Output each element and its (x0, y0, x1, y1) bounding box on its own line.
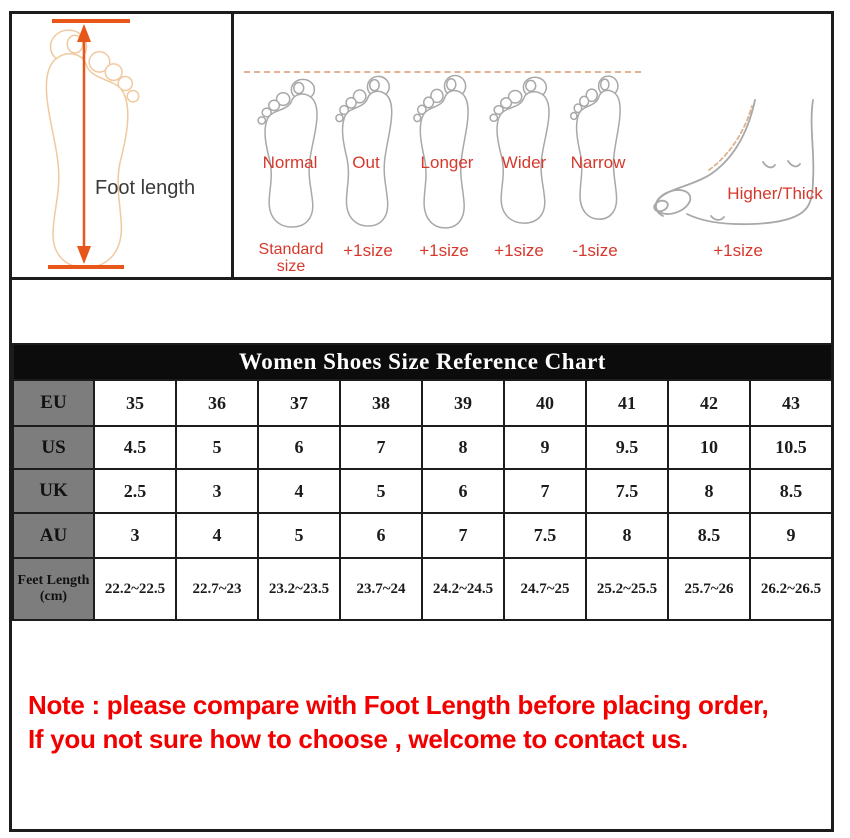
cell-uk: 8 (668, 469, 750, 513)
cell-feet-length: 24.7~25 (504, 558, 586, 620)
cell-us: 8 (422, 426, 504, 469)
cell-us: 6 (258, 426, 340, 469)
foot-side-view-illustration (645, 98, 825, 228)
cell-eu: 35 (94, 380, 176, 426)
table-title-row (13, 344, 832, 380)
cell-eu: 38 (340, 380, 422, 426)
table-row-eu (13, 380, 832, 426)
cell-au: 8.5 (668, 513, 750, 558)
size-reference-table (12, 343, 833, 621)
cell-us: 9.5 (586, 426, 668, 469)
cell-eu: 42 (668, 380, 750, 426)
footprint-longer-illustration (412, 69, 480, 232)
cell-uk: 7 (504, 469, 586, 513)
cell-feet-length: 23.2~23.5 (258, 558, 340, 620)
cell-feet-length: 25.7~26 (668, 558, 750, 620)
row-header-au: AU (13, 513, 94, 558)
top-section (12, 14, 831, 280)
size-adjust-label-higher-thick: +1size (713, 241, 763, 260)
cell-eu: 43 (750, 380, 832, 426)
row-header-feet-length: Feet Length (cm) (13, 558, 94, 620)
cell-us: 9 (504, 426, 586, 469)
cell-uk: 6 (422, 469, 504, 513)
table-row-feet-length (13, 558, 832, 620)
cell-feet-length: 24.2~24.5 (422, 558, 504, 620)
size-adjust-label-wider: +1size (494, 241, 544, 260)
size-adjust-label-out: +1size (343, 241, 393, 260)
cell-us: 10 (668, 426, 750, 469)
cell-uk: 4 (258, 469, 340, 513)
cell-us: 5 (176, 426, 258, 469)
fit-guide-panel (234, 14, 831, 277)
foot-type-label-narrow: Narrow (570, 153, 626, 172)
cell-au: 7.5 (504, 513, 586, 558)
cell-feet-length: 22.2~22.5 (94, 558, 176, 620)
row-header-uk: UK (13, 469, 94, 513)
size-adjust-label-narrow: -1size (572, 241, 618, 260)
table-row-au (13, 513, 832, 558)
table-row-uk (13, 469, 832, 513)
cell-feet-length: 25.2~25.5 (586, 558, 668, 620)
size-chart-image (9, 11, 834, 832)
cell-uk: 5 (340, 469, 422, 513)
foot-type-label-higher-thick: Higher/Thick (727, 184, 823, 203)
cell-us: 4.5 (94, 426, 176, 469)
cell-au: 3 (94, 513, 176, 558)
cell-au: 9 (750, 513, 832, 558)
foot-length-label: Foot length (95, 177, 196, 199)
footprint-out-illustration (334, 70, 404, 230)
foot-length-arrow (12, 14, 231, 277)
cell-eu: 39 (422, 380, 504, 426)
footprint-narrow-illustration (569, 70, 631, 223)
cell-au: 7 (422, 513, 504, 558)
cell-feet-length: 22.7~23 (176, 558, 258, 620)
foot-type-label-normal: Normal (262, 153, 318, 172)
row-header-eu: EU (13, 380, 94, 426)
footprint-wider-illustration (488, 71, 562, 227)
cell-uk: 2.5 (94, 469, 176, 513)
cell-au: 8 (586, 513, 668, 558)
row-header-us: US (13, 426, 94, 469)
cell-us: 7 (340, 426, 422, 469)
table-row-us (13, 426, 832, 469)
size-adjust-label-normal: Standard size (258, 241, 324, 275)
cell-au: 4 (176, 513, 258, 558)
foot-type-label-wider: Wider (501, 153, 547, 172)
cell-eu: 40 (504, 380, 586, 426)
table-title: Women Shoes Size Reference Chart (13, 344, 832, 380)
cell-us: 10.5 (750, 426, 832, 469)
cell-eu: 36 (176, 380, 258, 426)
cell-uk: 7.5 (586, 469, 668, 513)
cell-eu: 41 (586, 380, 668, 426)
cell-au: 6 (340, 513, 422, 558)
cell-uk: 8.5 (750, 469, 832, 513)
cell-au: 5 (258, 513, 340, 558)
order-note-line1: Note : please compare with Foot Length before placing order, (28, 690, 769, 720)
order-note-line2: If you not sure how to choose , welcome to contact us. (28, 724, 688, 754)
foot-type-label-longer: Longer (420, 153, 474, 172)
cell-feet-length: 26.2~26.5 (750, 558, 832, 620)
cell-uk: 3 (176, 469, 258, 513)
foot-measure-panel (12, 14, 234, 277)
cell-eu: 37 (258, 380, 340, 426)
foot-type-label-out: Out (352, 153, 380, 172)
cell-feet-length: 23.7~24 (340, 558, 422, 620)
size-adjust-label-longer: +1size (419, 241, 469, 260)
footprint-normal-illustration (256, 73, 330, 231)
order-note (28, 688, 768, 756)
